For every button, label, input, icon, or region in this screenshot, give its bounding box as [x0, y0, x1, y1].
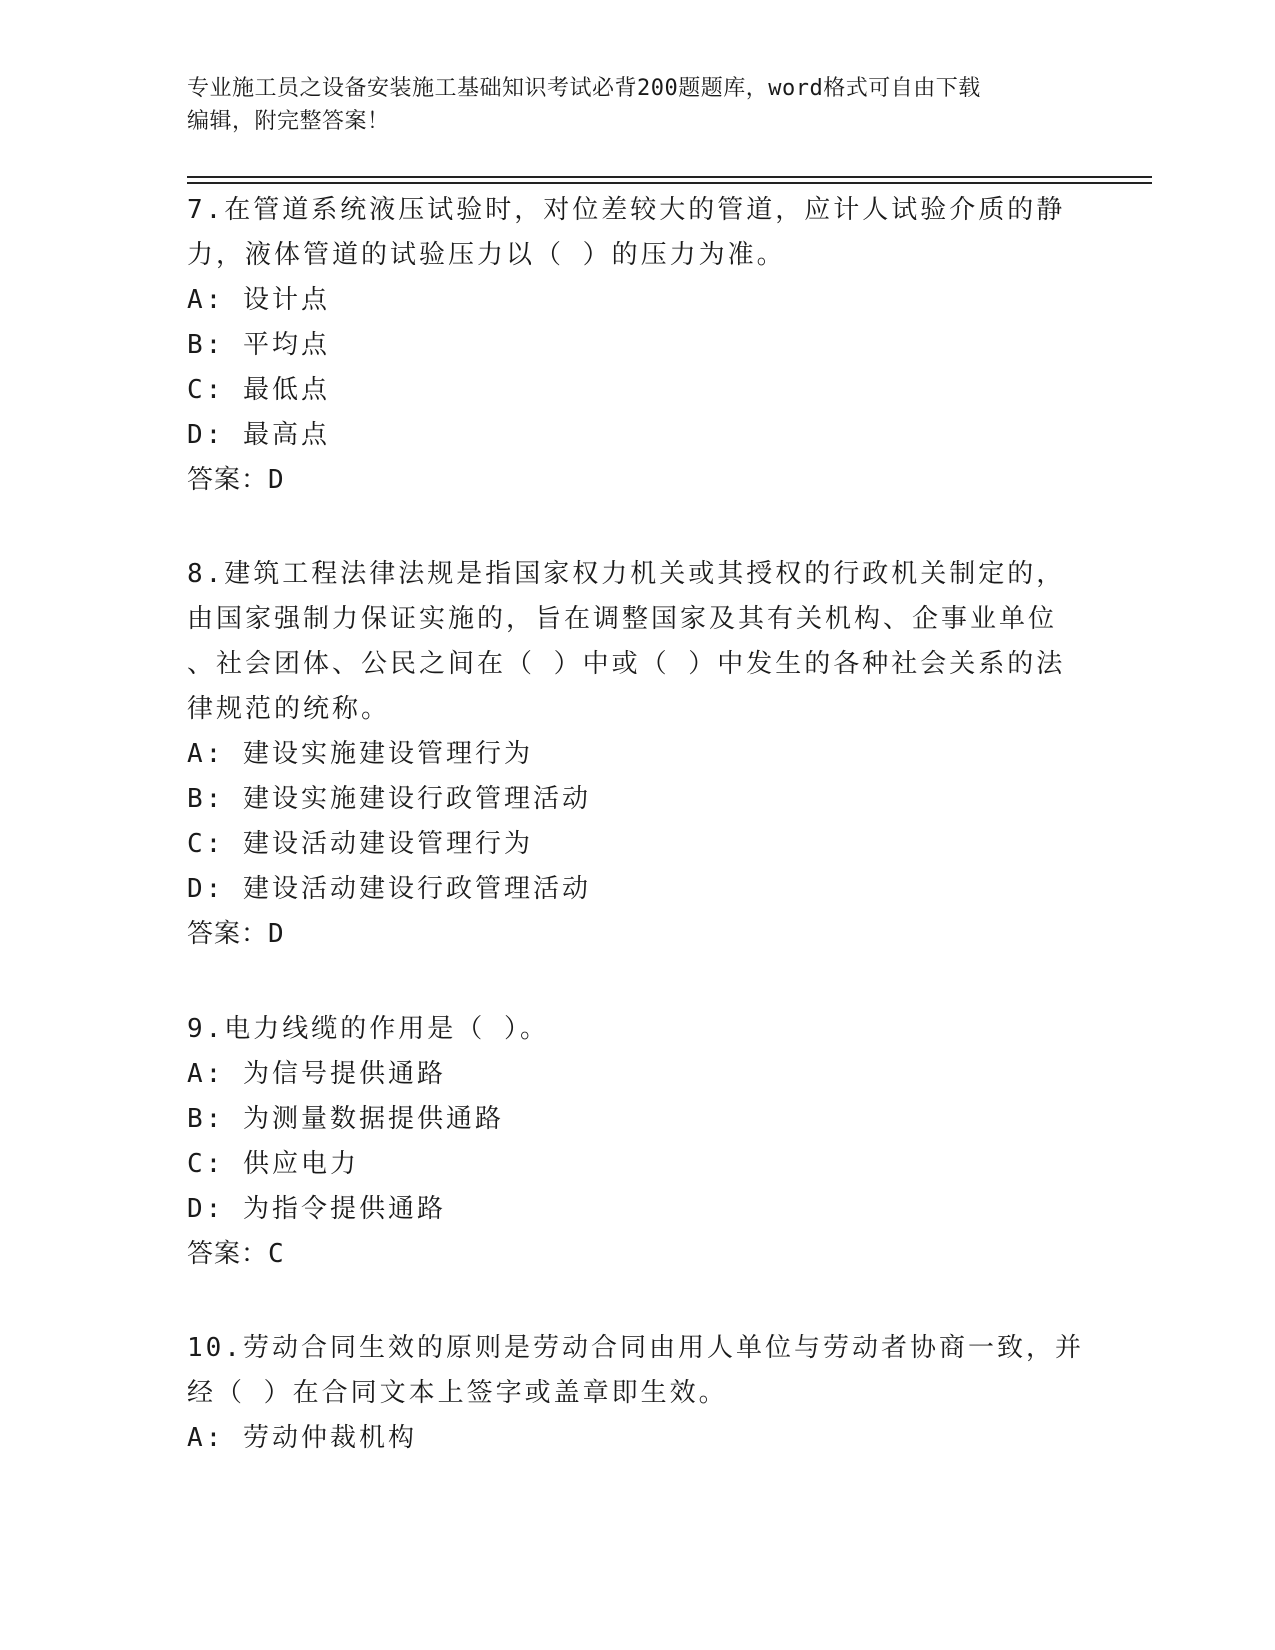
answer-value: D: [268, 919, 285, 949]
option-b: [187, 323, 1087, 368]
stem-line: 、社会团体、公民之间在（ ）中或（ ）中发生的各种社会关系的法: [187, 649, 1066, 679]
option-letter: A:: [187, 285, 225, 315]
option-c: [187, 822, 1087, 867]
option-text: 为测量数据提供通路: [242, 1104, 504, 1134]
question-8: [187, 552, 1087, 957]
option-text: 最高点: [242, 420, 330, 450]
header-line-2: 编辑，附完整答案！: [187, 109, 390, 134]
option-text: 建设实施建设管理行为: [242, 739, 533, 769]
question-10: [187, 1326, 1087, 1461]
stem-line: 9.电力线缆的作用是（ ）。: [187, 1014, 549, 1044]
question-9: [187, 1007, 1087, 1277]
option-text: 建设活动建设管理行为: [242, 829, 533, 859]
option-letter: B:: [187, 784, 225, 814]
stem-line: 7.在管道系统液压试验时，对位差较大的管道，应计人试验介质的静: [187, 195, 1066, 225]
answer-value: D: [268, 465, 285, 495]
option-text: 供应电力: [242, 1149, 359, 1179]
option-text: 为信号提供通路: [242, 1059, 446, 1089]
option-b: [187, 777, 1087, 822]
header-divider-top: [187, 176, 1152, 178]
option-d: [187, 867, 1087, 912]
option-letter: B:: [187, 1104, 225, 1134]
option-letter: D:: [187, 874, 225, 904]
option-letter: A:: [187, 739, 225, 769]
option-text: 最低点: [242, 375, 330, 405]
question-stem: [187, 1326, 1087, 1416]
option-text: 平均点: [242, 330, 330, 360]
option-b: [187, 1097, 1087, 1142]
option-a: [187, 732, 1087, 777]
stem-line: 8.建筑工程法律法规是指国家权力机关或其授权的行政机关制定的，: [187, 559, 1066, 589]
option-text: 劳动仲裁机构: [242, 1423, 417, 1453]
option-d: [187, 1187, 1087, 1232]
option-c: [187, 368, 1087, 413]
option-text: 建设活动建设行政管理活动: [242, 874, 591, 904]
option-a: [187, 1052, 1087, 1097]
question-stem: [187, 552, 1087, 732]
answer: [187, 458, 1087, 503]
answer: [187, 1232, 1087, 1277]
question-stem: [187, 188, 1087, 278]
option-letter: D:: [187, 1194, 225, 1224]
stem-line: 经（ ）在合同文本上签字或盖章即生效。: [187, 1378, 728, 1408]
option-letter: C:: [187, 375, 225, 405]
document-header: [187, 72, 1067, 138]
option-a: [187, 278, 1087, 323]
option-letter: B:: [187, 330, 225, 360]
option-text: 设计点: [242, 285, 330, 315]
answer-label: 答案：: [187, 465, 269, 495]
option-text: 为指令提供通路: [242, 1194, 446, 1224]
answer-value: C: [268, 1239, 285, 1269]
stem-line: 10.劳动合同生效的原则是劳动合同由用人单位与劳动者协商一致，并: [187, 1333, 1084, 1363]
option-d: [187, 413, 1087, 458]
option-c: [187, 1142, 1087, 1187]
option-letter: A:: [187, 1423, 225, 1453]
option-a: [187, 1416, 1087, 1461]
question-stem: [187, 1007, 1087, 1052]
stem-line: 律规范的统称。: [187, 694, 391, 724]
header-divider-bottom: [187, 182, 1152, 184]
answer-label: 答案：: [187, 1239, 269, 1269]
header-line-1: 专业施工员之设备安装施工基础知识考试必背200题题库，word格式可自由下载: [187, 76, 981, 101]
answer: [187, 912, 1087, 957]
stem-line: 由国家强制力保证实施的，旨在调整国家及其有关机构、企事业单位: [187, 604, 1058, 634]
option-letter: A:: [187, 1059, 225, 1089]
option-letter: C:: [187, 1149, 225, 1179]
stem-line: 力，液体管道的试验压力以（ ）的压力为准。: [187, 240, 786, 270]
answer-label: 答案：: [187, 919, 269, 949]
option-letter: D:: [187, 420, 225, 450]
option-letter: C:: [187, 829, 225, 859]
question-7: [187, 188, 1087, 503]
option-text: 建设实施建设行政管理活动: [242, 784, 591, 814]
